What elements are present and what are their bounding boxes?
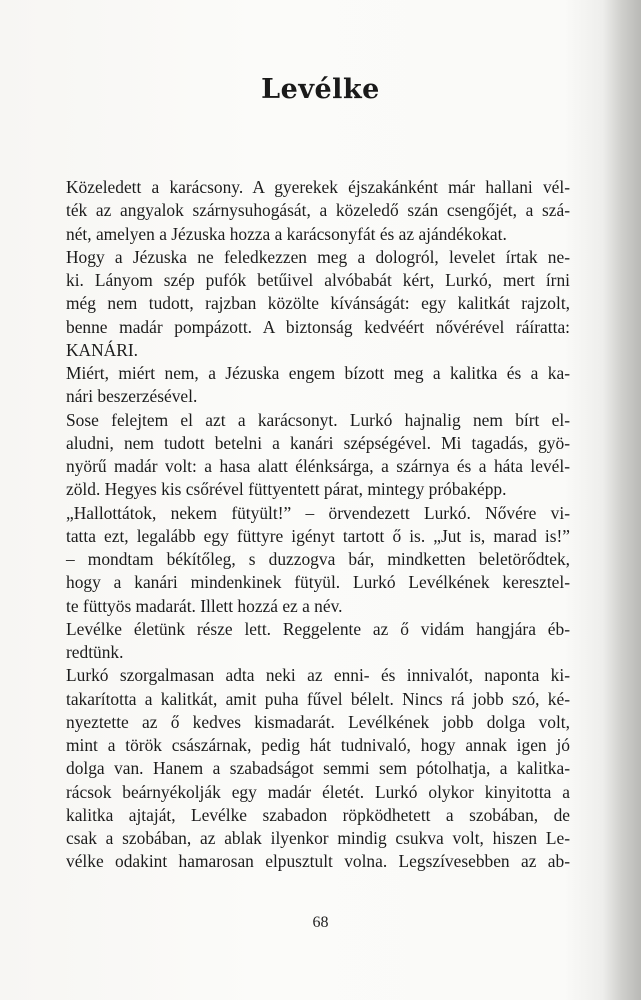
- text-line: zöld. Hegyes kis csőrével füttyentett párat, mintegy próbaképp.: [66, 479, 507, 500]
- text-line: tatta ezt, legalább egy füttyre igényt tartott ő is. „Jut is, marad is!”: [66, 525, 570, 546]
- page-number: 68: [312, 914, 329, 931]
- text-line: dolga van. Hanem a szabadságot semmi sem pótolhatja, a kalitka-: [66, 758, 570, 779]
- text-line: Miért, miért nem, a Jézuska engem bízott meg a kalitka és a ka-: [66, 363, 570, 383]
- text-line: – mondtam békítőleg, s duzzogva bár, mindketten beletörődtek,: [66, 549, 570, 569]
- text-line: redtünk.: [66, 642, 124, 662]
- text-line: nét, amelyen a Jézuska hozza a karácsonyfát és az ajándékokat.: [66, 223, 507, 244]
- text-line: ki. Lányom szép pufók betűivel alvóbabát kért, Lurkó, mert írni: [66, 270, 570, 290]
- text-line: benne madár pompázott. A biztonság kedvéért nővérével ráíratta:: [66, 316, 570, 337]
- text-line: nyörű madár volt: a hasa alatt élénksárga, a szárnya és a háta levél-: [66, 456, 570, 476]
- text-line: ték az angyalok szárnysuhogását, a közeledő szán csengőjét, a szá-: [66, 200, 570, 221]
- text-line: kalitka ajtaját, Levélke szabadon röpködhetett a szobában, de: [66, 804, 570, 825]
- text-line: nári beszerzésével.: [66, 386, 198, 407]
- text-line: Közeledett a karácsony. A gyerekek éjszakánként már hallani vél-: [66, 177, 570, 197]
- text-line: Hogy a Jézuska ne feledkezzen meg a dologról, levelet írtak ne-: [66, 246, 570, 267]
- text-line: Lurkó szorgalmasan adta neki az enni- és innivalót, naponta ki-: [66, 665, 570, 686]
- body-text: [66, 176, 570, 874]
- text-line: nyeztette az ő kedves kismadarát. Levélkének jobb dolga volt,: [66, 711, 570, 732]
- text-line: takarította a kalitkát, amit puha fűvel bélelt. Nincs rá jobb szó, ké-: [66, 688, 570, 709]
- text-line: Sose felejtem el azt a karácsonyt. Lurkó hajnalig nem bírt el-: [66, 409, 570, 430]
- text-line: csak a szobában, az ablak ilyenkor mindig csukva volt, hiszen Le-: [66, 828, 570, 848]
- text-line: KANÁRI.: [66, 339, 138, 360]
- text-line: még nem tudott, rajzban közölte kívánságát: egy kalitkát rajzolt,: [66, 293, 570, 314]
- text-line: aludni, nem tudott betelni a kanári szépségével. Mi tagadás, gyö-: [66, 432, 570, 453]
- text-line: rácsok beárnyékolják egy madár életét. Lurkó olykor kinyitotta a: [66, 781, 570, 802]
- text-line: „Hallottátok, nekem fütyült!” – örvendezett Lurkó. Nővére vi-: [66, 502, 570, 523]
- text-line: vélke odakint hamarosan elpusztult volna. Legszívesebben az ab-: [66, 851, 570, 872]
- text-line: mint a török császárnak, pedig hát tudnivaló, hogy annak igen jó: [66, 735, 570, 755]
- text-line: te füttyös madarát. Illett hozzá ez a név.: [66, 595, 343, 616]
- text-line: Levélke életünk része lett. Reggelente az ő vidám hangjára éb-: [66, 618, 570, 639]
- text-line: hogy a kanári mindenkinek fütyül. Lurkó Levélkének keresztel-: [66, 572, 570, 593]
- chapter-title: Levélke: [261, 74, 380, 105]
